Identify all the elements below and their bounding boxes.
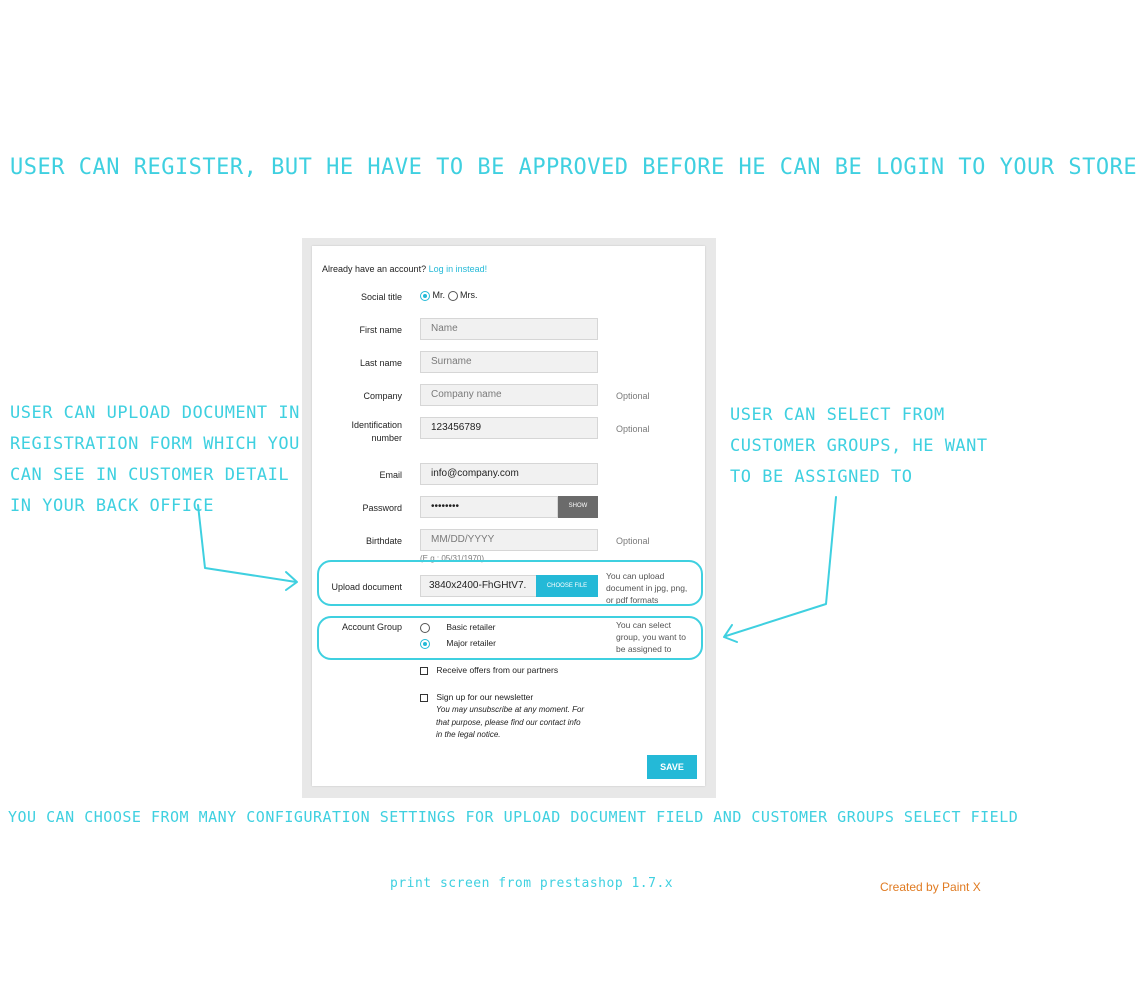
radio-mrs[interactable] [448, 291, 458, 301]
radio-mrs-label: Mrs. [460, 290, 478, 300]
headline-annotation: USER CAN REGISTER, BUT HE HAVE TO BE APPROVED BEFORE HE CAN BE LOGIN TO YOUR STORE [10, 155, 1137, 180]
upload-filename-field[interactable]: 3840x2400-FhGHtV7. [420, 575, 538, 597]
form-screenshot [302, 238, 716, 798]
identification-input[interactable]: 123456789 [420, 417, 598, 439]
registration-form [312, 246, 705, 786]
save-button[interactable]: SAVE [647, 755, 697, 779]
newsletter-note-line1: You may unsubscribe at any moment. For [436, 705, 585, 714]
company-input[interactable]: Company name [420, 384, 598, 406]
created-by-credit: Created by Paint X [880, 880, 981, 894]
upload-document-label: Upload document [331, 582, 402, 592]
email-label: Email [379, 470, 402, 480]
newsletter-note-line2: that purpose, please find our contact info [436, 717, 581, 727]
identification-label-line2: number [371, 433, 402, 443]
identification-label-line1: Identification [351, 420, 402, 430]
first-name-input[interactable]: Name [420, 318, 598, 340]
show-password-button[interactable]: SHOW [558, 496, 598, 518]
login-link[interactable]: Log in instead! [428, 264, 488, 274]
account-group-hint-line3: be assigned to [616, 644, 672, 654]
newsletter-checkbox[interactable] [420, 694, 428, 702]
newsletter-note [436, 704, 584, 742]
upload-hint-line1: You can upload [606, 571, 665, 581]
radio-basic-retailer-label: Basic retailer [446, 622, 496, 632]
birthdate-label: Birthdate [365, 536, 402, 546]
radio-major-retailer-label: Major retailer [446, 637, 496, 648]
account-group-hint-line1: You can select [616, 620, 671, 630]
configuration-annotation: YOU CAN CHOOSE FROM MANY CONFIGURATION SETTINGS FOR UPLOAD DOCUMENT FIELD AND CUSTOMER GROUPS SELECT FIELD [8, 808, 1019, 826]
radio-mr[interactable] [420, 291, 430, 301]
offers-checkbox-label: Receive offers from our partners [436, 665, 559, 675]
company-label: Company [363, 391, 402, 401]
offers-option [420, 665, 558, 675]
birthdate-example: (E.g.: 05/31/1970) [420, 554, 485, 563]
upload-hint-line2: document in jpg, png, [606, 583, 688, 593]
account-group-hint-line2: group, you want to [616, 632, 686, 642]
identification-optional-hint: Optional [616, 424, 650, 434]
account-group-label: Account Group [341, 622, 402, 632]
upload-highlight-outline [317, 560, 703, 606]
password-label: Password [362, 503, 402, 513]
newsletter-note-line3: in the legal notice. [436, 730, 501, 739]
radio-mr-label: Mr. [432, 290, 446, 300]
company-optional-hint: Optional [616, 391, 650, 401]
birthdate-optional-hint: Optional [616, 536, 650, 546]
email-input[interactable]: info@company.com [420, 463, 598, 485]
first-name-label: First name [359, 325, 402, 335]
login-prompt [322, 264, 487, 274]
left-arrow-icon [198, 505, 296, 582]
newsletter-checkbox-label: Sign up for our newsletter [436, 692, 534, 702]
last-name-input[interactable]: Surname [420, 351, 598, 373]
password-input[interactable]: •••••••• [420, 496, 558, 518]
last-name-label: Last name [359, 358, 402, 368]
social-title-options [420, 290, 478, 301]
birthdate-input[interactable]: MM/DD/YYYY [420, 529, 598, 551]
customer-group-annotation: USER CAN SELECT FROM CUSTOMER GROUPS, HE WANT TO BE ASSIGNED TO [730, 405, 988, 487]
already-account-text: Already have an account? [322, 264, 427, 274]
social-title-label: Social title [360, 292, 402, 302]
identification-label [312, 419, 402, 445]
newsletter-option [420, 692, 533, 702]
upload-hint-line3: or pdf formats [606, 595, 659, 605]
choose-file-button[interactable]: CHOOSE FILE [536, 575, 598, 597]
account-group-highlight-outline [317, 616, 703, 660]
right-arrow-icon [726, 497, 836, 636]
prestashop-credit: print screen from prestashop 1.7.x [390, 876, 674, 891]
offers-checkbox[interactable] [420, 667, 428, 675]
upload-document-annotation: USER CAN UPLOAD DOCUMENT IN REGISTRATION FORM WHICH YOU CAN SEE IN CUSTOMER DETAIL IN YOUR BACK OFFICE [10, 403, 300, 516]
